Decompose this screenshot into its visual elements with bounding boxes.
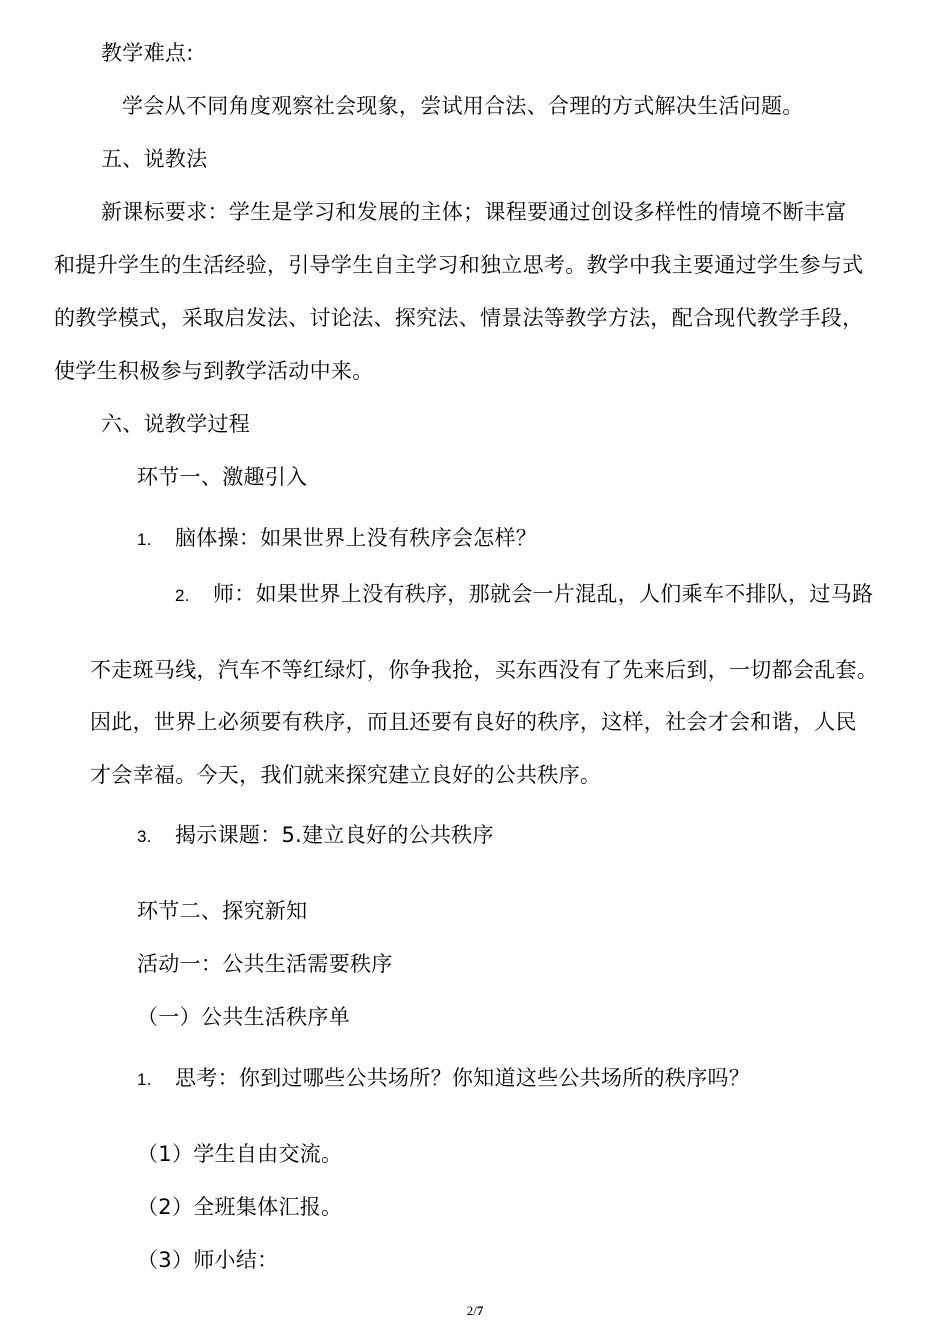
stage-2-heading: 环节二、探究新知 xyxy=(137,899,308,923)
think-item xyxy=(137,1063,750,1095)
list-number: 1. xyxy=(137,530,152,549)
step-2: （2）全班集体汇报。 xyxy=(137,1195,343,1219)
section-6-heading: 六、说教学过程 xyxy=(101,412,251,436)
method-paragraph-line-3: 的教学模式，采取启发法、讨论法、探究法、情景法等教学方法，配合现代教学手段， xyxy=(54,306,864,330)
list-item-text: 揭示课题：5.建立良好的公共秩序 xyxy=(175,823,494,847)
activity-1-heading: 活动一：公共生活需要秩序 xyxy=(137,952,393,976)
section-5-heading: 五、说教法 xyxy=(101,147,208,171)
method-paragraph-line-2: 和提升学生的生活经验，引导学生自主学习和独立思考。教学中我主要通过学生参与式 xyxy=(54,253,864,277)
list-number: 1. xyxy=(137,1070,152,1089)
list-item-text: 师：如果世界上没有秩序，那就会一片混乱，人们乘车不排队，过马路 xyxy=(213,582,874,606)
think-text: 思考：你到过哪些公共场所？你知道这些公共场所的秩序吗？ xyxy=(175,1066,751,1090)
list-item-2-continuation-2: 因此，世界上必须要有秩序，而且还要有良好的秩序，这样，社会才会和谐，人民 xyxy=(90,710,857,734)
list-item-2-continuation-1: 不走斑马线，汽车不等红绿灯，你争我抢，买东西没有了先来后到，一切都会乱套。 xyxy=(90,658,879,682)
step-3: （3）师小结： xyxy=(137,1248,279,1272)
difficulty-heading: 教学难点: xyxy=(101,41,194,65)
list-item-text: 脑体操：如果世界上没有秩序会怎样？ xyxy=(175,526,538,550)
method-paragraph-line-1: 新课标要求：学生是学习和发展的主体；课程要通过创设多样性的情境不断丰富 xyxy=(101,200,847,224)
list-item-3 xyxy=(137,820,494,852)
step-1: （1）学生自由交流。 xyxy=(137,1142,343,1166)
list-item-1 xyxy=(137,523,537,555)
page-number xyxy=(0,1303,950,1319)
method-paragraph-line-4: 使学生积极参与到教学活动中来。 xyxy=(54,359,374,383)
subsection-1-heading: （一）公共生活秩序单 xyxy=(137,1005,350,1029)
page-current: 2/ xyxy=(466,1303,477,1318)
list-item-2-continuation-3: 才会幸福。今天，我们就来探究建立良好的公共秩序。 xyxy=(90,763,602,787)
list-number: 3. xyxy=(137,827,152,846)
stage-1-heading: 环节一、激趣引入 xyxy=(137,465,308,489)
page-total: 7 xyxy=(476,1303,484,1318)
list-item-2 xyxy=(175,579,873,611)
difficulty-text: 学会从不同角度观察社会现象，尝试用合法、合理的方式解决生活问题。 xyxy=(122,94,804,118)
list-number: 2. xyxy=(175,586,190,605)
